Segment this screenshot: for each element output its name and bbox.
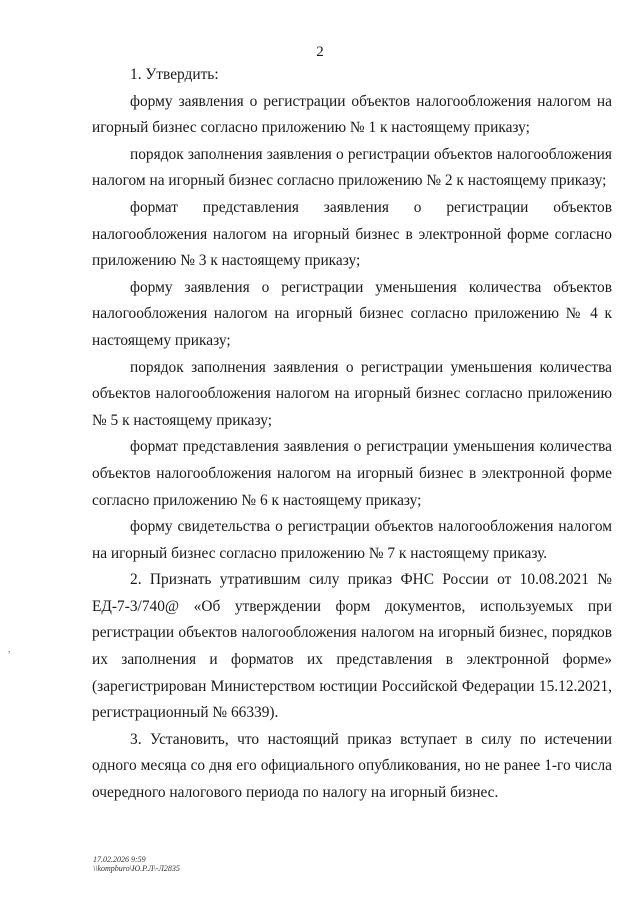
footer-path: \\kompburo\Ю.Р.Л\-Л2835 [93,864,180,873]
paragraph-item-1-heading: 1. Утвердить: [130,66,219,83]
document-body [92,62,612,807]
footer-timestamp: 17.02.2026 9:59 [93,855,146,864]
paragraph-format-reduction: формат представления заявления о регистрации уменьшения количества объектов налогообложения налогом на игорный бизнес в электронной форме согласно приложению № 6 к настоящему приказу; [92,438,612,509]
paragraph-item-3-effective: 3. Установить, что настоящий приказ вступает в силу по истечении одного месяца со дня его официального опубликования, но не ранее 1-го числа очередного налогового периода по налогу на игорный бизнес. [92,730,612,802]
paragraph-order-reduction: порядок заполнения заявления о регистрации уменьшения количества объектов налогообложения налогом на игорный бизнес согласно приложению № 5 к настоящему приказу; [92,358,612,429]
paragraph-item-2-repeal: 2. Признать утратившим силу приказ ФНС России от 10.08.2021 № ЕД-7-3/740@ «Об утверждении форм документов, используемых при регистрации объектов налогообложения налогом на игорный бизнес, порядков их заполнения и форматов их представления в электронной форме» (зарегистрирован Министерством юстиции Российской Федерации 15.12.2021, регистрационный № 66339). [92,571,612,722]
paragraph-form-reduction: форму заявления о регистрации уменьшения количества объектов налогообложения налогом на игорный бизнес согласно приложению № 4 к настоящему приказу; [92,278,612,349]
paragraph-form-certificate: форму свидетельства о регистрации объектов налогообложения налогом на игорный бизнес согласно приложению № 7 к настоящему приказу. [92,518,612,562]
paragraph-order-filling: порядок заполнения заявления о регистрации объектов налогообложения налогом на игорный бизнес согласно приложению № 2 к настоящему приказу; [92,145,612,190]
margin-mark: , [8,644,11,654]
footer-stamp [93,855,180,873]
paragraph-form-registration: форму заявления о регистрации объектов налогообложения налогом на игорный бизнес согласно приложению № 1 к настоящему приказу; [92,92,612,137]
paragraph-format-electronic: формат представления заявления о регистрации объектов налогообложения налогом на игорный бизнес в электронной форме согласно приложению № 3 к настоящему приказу; [92,198,612,270]
page-number: 2 [316,44,324,60]
